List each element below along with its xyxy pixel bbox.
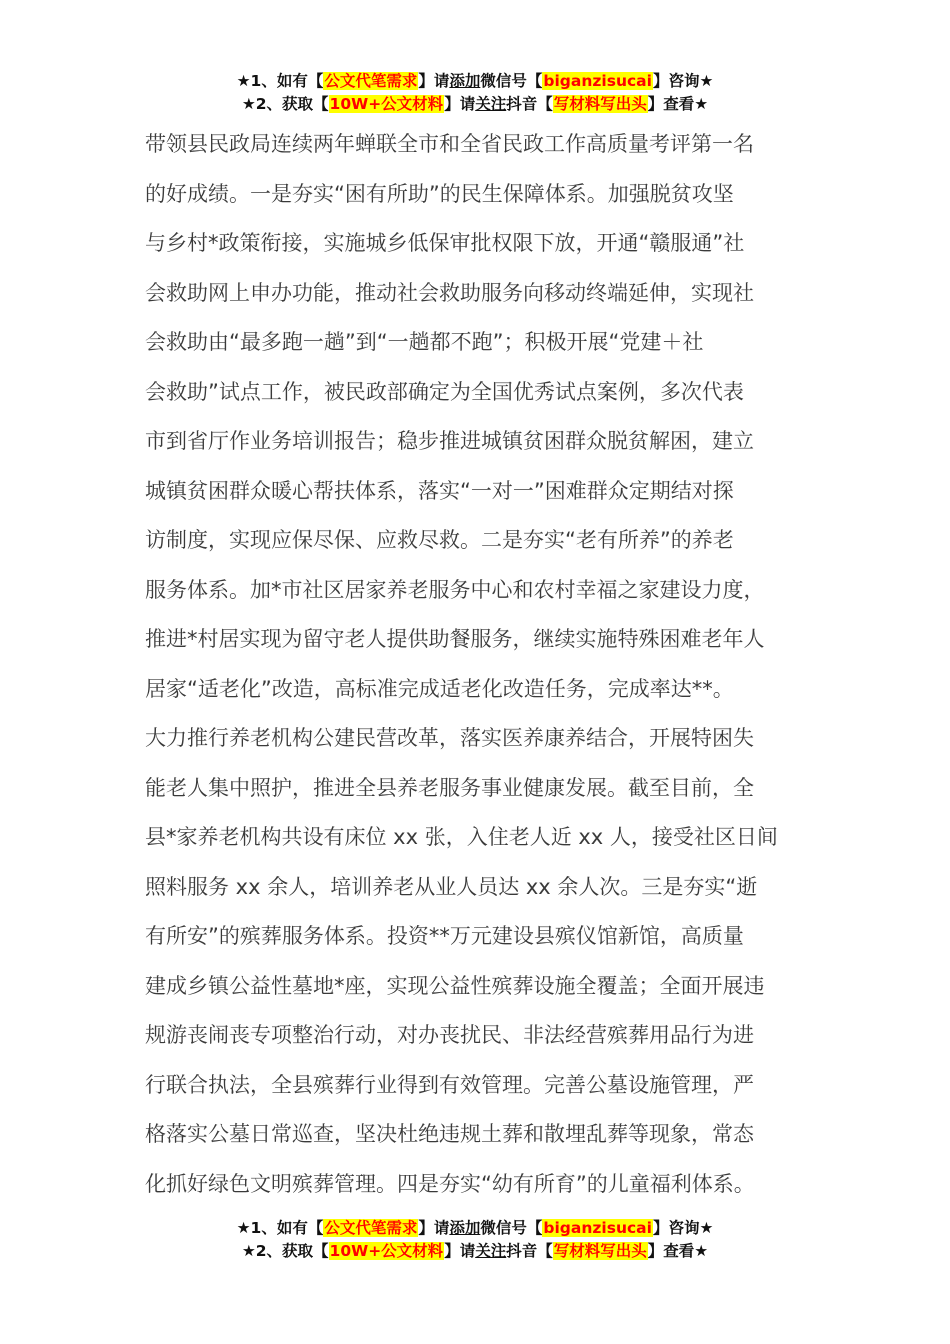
banner-text: ★1、如有【 [236, 72, 324, 90]
service-highlight: 公文代笔需求 [324, 72, 418, 90]
banner-text: 】请 [418, 72, 450, 90]
wechat-id-highlight: biganzisucai [543, 72, 652, 90]
body-line: 服务体系。加*市社区居家养老服务中心和农村幸福之家建设力度， [145, 577, 765, 602]
body-line: 县*家养老机构共设有床位 xx 张，入住老人近 xx 人，接受社区日间 [145, 825, 778, 849]
body-line: 会救助由“最多跑一趟”到“一趟都不跑”；积极开展“党建＋社 [145, 330, 704, 354]
body-line: 行联合执法，全县殡葬行业得到有效管理。完善公墓设施管理，严 [145, 1072, 754, 1097]
banner-underlined-text: 添加 [449, 72, 481, 90]
wechat-id-highlight: biganzisucai [543, 1219, 652, 1237]
body-line: 城镇贫困群众暖心帮扶体系，落实“一对一”困难群众定期结对探 [145, 478, 734, 503]
body-line: 带领县民政局连续两年蝉联全市和全省民政工作高质量考评第一名 [145, 132, 754, 156]
banner-text: 抖音【 [506, 95, 553, 113]
body-line: 大力推行养老机构公建民营改革，落实医养康养结合，开展特困失 [145, 726, 754, 750]
banner-text: 微信号【 [480, 72, 543, 90]
banner-underlined-text: 关注 [475, 1242, 507, 1260]
banner-text: ★2、获取【 [241, 1242, 329, 1260]
header-banner [0, 70, 950, 116]
service-highlight: 公文代笔需求 [324, 1219, 418, 1237]
banner-text: 】咨询★ [652, 72, 714, 90]
materials-highlight: 10W+公文材料 [329, 95, 444, 113]
body-line: 会救助网上申办功能，推动社会救助服务向移动终端延伸，实现社 [145, 280, 754, 305]
banner-underlined-text: 添加 [449, 1219, 481, 1237]
body-line: 照料服务 xx 余人，培训养老从业人员达 xx 余人次。三是夯实“逝 [145, 874, 758, 899]
body-line: 化抓好绿色文明殡葬管理。四是夯实“幼有所育”的儿童福利体系。 [145, 1171, 755, 1196]
body-line: 市到省厅作业务培训报告；稳步推进城镇贫困群众脱贫解困，建立 [145, 429, 754, 453]
body-line: 会救助”试点工作，被民政部确定为全国优秀试点案例，多次代表 [145, 379, 744, 404]
body-line: 访制度，实现应保尽保、应救尽救。二是夯实“老有所养”的养老 [145, 528, 734, 552]
body-line: 格落实公墓日常巡查，坚决杜绝违规土葬和散埋乱葬等现象，常态 [145, 1122, 754, 1146]
douyin-account-highlight: 写材料写出头 [553, 95, 647, 113]
banner-text: 微信号【 [480, 1219, 543, 1237]
body-line: 有所安”的殡葬服务体系。投资**万元建设县殡仪馆新馆，高质量 [145, 924, 744, 948]
banner-text: ★1、如有【 [236, 1219, 324, 1237]
banner-text: 】查看★ [647, 1242, 709, 1260]
douyin-account-highlight: 写材料写出头 [553, 1242, 647, 1260]
document-body [145, 120, 815, 1209]
banner-line-2 [0, 93, 950, 116]
body-line: 规游丧闹丧专项整治行动，对办丧扰民、非法经营殡葬用品行为进 [145, 1023, 754, 1047]
body-line: 与乡村*政策衔接，实施城乡低保审批权限下放，开通“赣服通”社 [145, 231, 745, 255]
banner-text: 】请 [444, 1242, 476, 1260]
banner-text: ★2、获取【 [241, 95, 329, 113]
banner-line-1 [0, 70, 950, 93]
body-line: 居家“适老化”改造，高标准完成适老化改造任务，完成率达**。 [145, 676, 734, 701]
banner-text: 】请 [444, 95, 476, 113]
banner-text: 抖音【 [506, 1242, 553, 1260]
body-line: 的好成绩。一是夯实“困有所助”的民生保障体系。加强脱贫攻坚 [145, 181, 734, 206]
body-line: 建成乡镇公益性墓地*座，实现公益性殡葬设施全覆盖；全面开展违 [145, 973, 765, 998]
banner-line-2 [0, 1240, 950, 1263]
materials-highlight: 10W+公文材料 [329, 1242, 444, 1260]
banner-text: 】咨询★ [652, 1219, 714, 1237]
banner-text: 】查看★ [647, 95, 709, 113]
banner-text: 】请 [418, 1219, 450, 1237]
banner-line-1 [0, 1217, 950, 1240]
body-line: 能老人集中照护，推进全县养老服务事业健康发展。截至目前，全 [145, 775, 754, 800]
footer-banner [0, 1217, 950, 1263]
body-line: 推进*村居实现为留守老人提供助餐服务，继续实施特殊困难老年人 [145, 627, 765, 651]
banner-underlined-text: 关注 [475, 95, 507, 113]
